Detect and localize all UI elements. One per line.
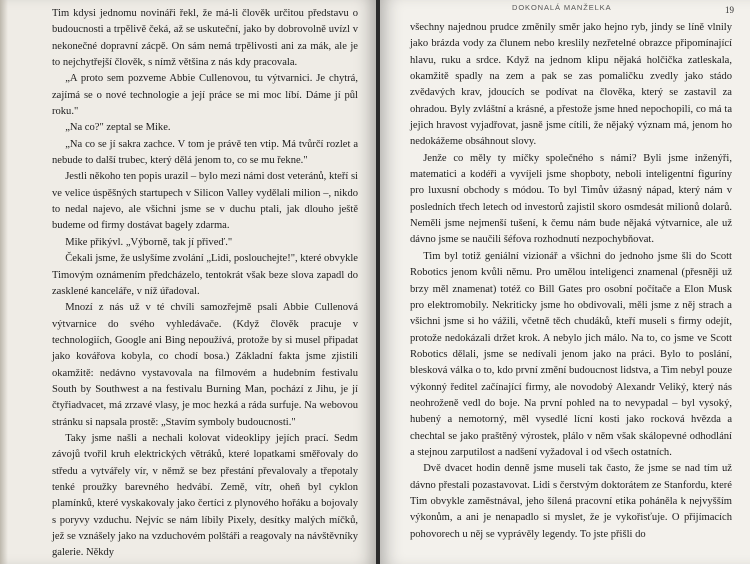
running-head: DOKONALÁ MANŽELKA bbox=[512, 3, 612, 12]
paragraph: „Na co?" zeptal se Mike. bbox=[65, 122, 171, 134]
paragraph: Dvě dvacet hodin denně jsme museli tak často, že jsme se nad tím už dávno přestali pozastavovat. Lidi s čerstvým doktorátem ze Stanfordu, které Tim obvykle zaměstnával, jeho šílená pracovní etika poháněla k nejvyšším výkonům, a ani je nenapadlo si myslet, že je vykořisťuje. O přijímacích pohovorech u něj se vyprávěly legendy. To jste přišli do bbox=[410, 463, 732, 540]
left-page-text bbox=[52, 6, 358, 562]
paragraph: Čekali jsme, že uslyšíme zvolání „Lidi, poslouchejte!", které obvykle Timovým oznámením předcházelo, tentokrát však beze slova zapadl do zasklené kanceláře, v níž úřadoval. bbox=[52, 253, 358, 297]
paragraph: „A proto sem pozveme Abbie Cullenovou, tu výtvarnici. Je chytrá, zajímá se o nové technologie a její práce se mi moc líbí. Dáme jí půl roku." bbox=[52, 73, 358, 118]
paragraph: Mnozí z nás už v té chvíli samozřejmě psali Abbie Cullenová výtvarnice do svého vyhledávače. (Když člověk pracuje v technologiích, Google ani Bing nepoužívá, protože by si musel připadat jako kovářova kobyla, co chodí bosa.) Základní fakta jsme zjistili okamžitě: nedávno vystavovala na filmovém a hudebním festivalu South by Southwest a na festivalu Burning Man, pochází z Jihu, je jí čtyřiadvacet, má zrzavé vlasy, je moc hezká a ráda surfuje. Na webovou stránku si napsala prostě: „Stavím symboly budoucnosti." bbox=[52, 302, 358, 428]
paragraph: Jenže co měly ty míčky společného s námi? Byli jsme inženýři, matematici a kodéři a vyvíjeli jsme shopboty, neboli inteligentní figuríny pro luxusní obchody s módou. To byl Timův úžasný nápad, který nám v posledních třech letech od investorů zajistil skoro osmdesát milionů dolarů. Neměli jsme nejmenší tušení, k čemu nám bude nějaká výtvarnice, ale už dávno jsme se naučili šéfova rozhodnutí nezpochybňovat. bbox=[410, 152, 732, 246]
paragraph: všechny najednou prudce změnily směr jako hejno ryb, jindy se líně vlnily jako brázda vody za člunem nebo kreslily nezřetelné obrazce připomínající hlavu, ruku a srdce. Když na jednom klipu nějaká holčička zatleskala, okamžitě spadly na zem a pak se zas pomaličku zvedly jako stádo zvědavých krav, jdoucích se podívat na člověka, který se zastavil za ohradou. Byly zvláštní a krásné, a přestože jsme hned nepochopili, co má ta jejich hravost vyjadřovat, jasně jsme cítili, že nějaký význam má, jenom ho nedokážeme obsáhnout slovy. bbox=[410, 22, 732, 148]
page-edge-shadow bbox=[0, 0, 8, 564]
right-page bbox=[380, 0, 750, 564]
page-number: 19 bbox=[725, 5, 734, 15]
paragraph: Jestli někoho ten popis urazil – bylo mezi námi dost veteránů, kteří si ve velice úspěšných startupech v Silicon Valley vydělali milion –, nikdo to nedal najevo, ale všichni jsme se v duchu ptali, jak dlouho ještě budeme od firmy dostávat bagely zdarma. bbox=[52, 171, 358, 232]
paragraph: Tim byl totiž geniální vizionář a všichni do jednoho jsme šli do Scott Robotics jenom kvůli němu. Pro umělou inteligenci znamenal (přesněji už brzy měl znamenat) totéž co Bill Gates pro osobní počítače a Elon Musk pro elektromobily. Nekriticky jsme ho obdivovali, měli jsme z něj strach a všichni jsme si ho vážili, včetně těch chudáků, kteří museli s firmy odejít, protože nedokázali držet krok. A nebylo jich málo. Na to, co jsme ve Scott Robotics dělali, jsme se nedívali jenom jako na práci. Bylo to poslání, blesková válka o to, kdo první změní budoucnost lidstva, a Tim nebyl pouze výkonný ředitel začínající firmy, ale novodobý Alexandr Veliký, který nás neohroženě vedl do boje. Na první pohled na to nevypadal – byl vysoký, hubený a nemotorný, měl vysedlé lícní kosti jako rocková hvězda a chechtal se jako praštěný výrostek, plálo v něm však skálopevné odhodlání a stejnou zarputilost a nadšení vyžadoval i od všech ostatních. bbox=[410, 250, 732, 458]
paragraph: Mike přikývl. „Výborně, tak jí přiveď." bbox=[65, 236, 233, 248]
right-page-text bbox=[410, 20, 732, 543]
paragraph: Taky jsme našli a nechali kolovat videoklipy jejích prací. Sedm závojů tvořil kruh elektrických větráků, které lopatkami směřovaly do středu a vytvářely vír, v němž se bez přestání převalovaly a třepotaly tenké proužky barevného hedvábí. Země, vítr, oheň byl cyklon plamínků, které vyskakovaly jako čertíci z plynového hořáku a bojovaly s poryvy vzduchu. Nejvíc se nám líbily Pixely, desítky malých míčků, jež se vznášely jako na vzduchovém polštáři a reagovaly na návštěvníky galerie. Někdy bbox=[52, 432, 358, 559]
paragraph: Tim kdysi jednomu novináři řekl, že má-li člověk určitou představu o budoucnosti a trpělivě čeká, až se uskuteční, jako by dobrovolně uvízl v nekonečné dopravní zácpě. On sám nemá trpělivosti ani za mák, ale je to nejchytřejší člověk, s nímž většina z nás kdy pracovala. bbox=[52, 8, 358, 69]
paragraph: „Na co se jí sakra zachce. V tom je právě ten vtip. Má tvůrčí rozlet a nebude to další trubec, který dělá jenom to, co se mu řekne." bbox=[52, 138, 358, 167]
